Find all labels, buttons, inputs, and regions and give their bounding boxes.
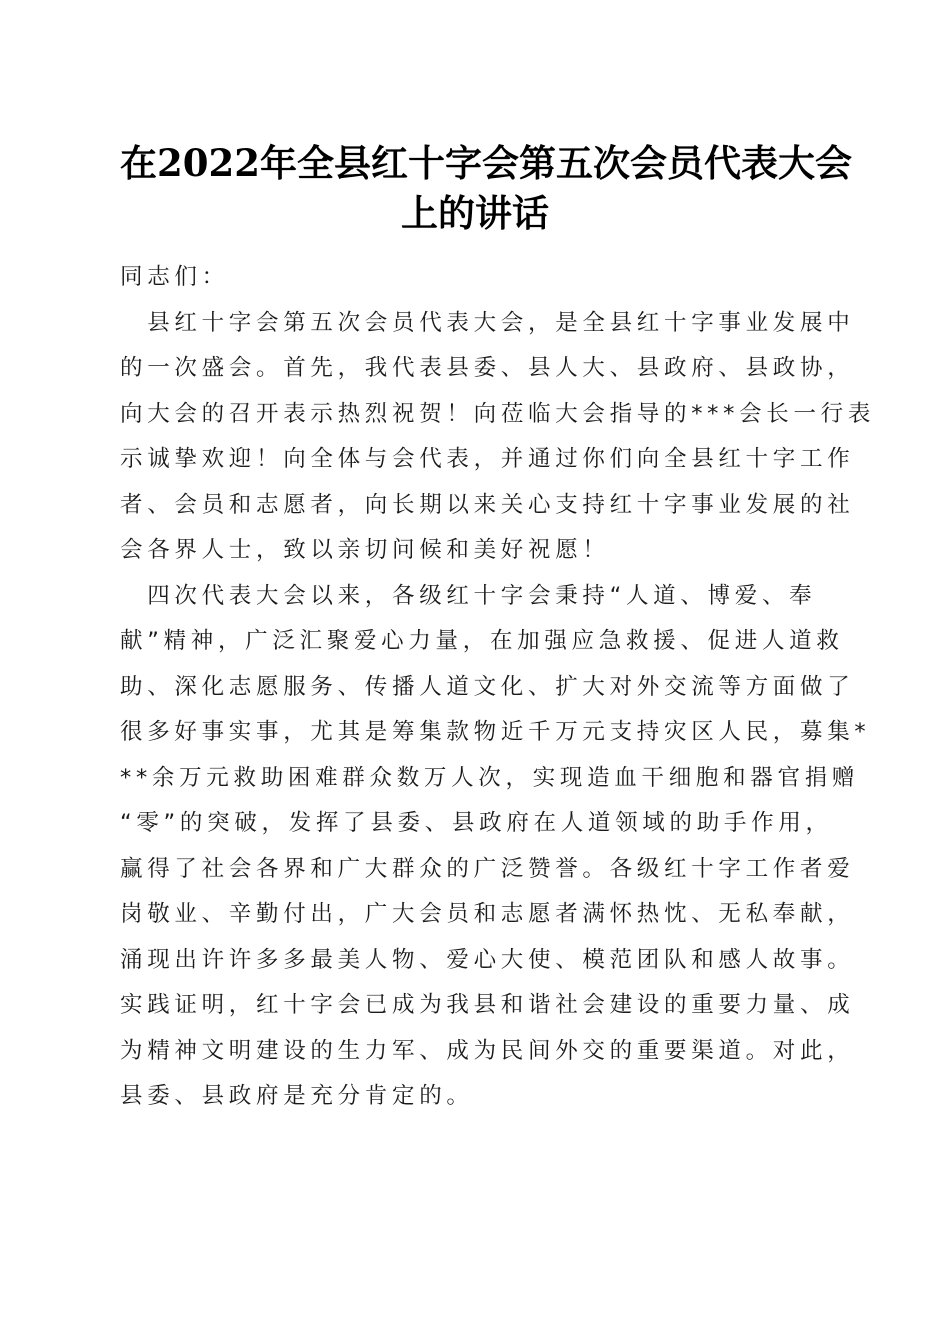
text-line: **余万元救助困难群众数万人次，实现造血干细胞和器官捐赠	[120, 764, 860, 791]
text-line: 四次代表大会以来，各级红十字会秉持“人道、博爱、奉	[120, 582, 817, 609]
text-line: 示诚挚欢迎！向全体与会代表，并通过你们向全县红十字工作	[120, 446, 855, 472]
document-title	[120, 138, 852, 238]
text-line: 赢得了社会各界和广大群众的广泛赞誉。各级红十字工作者爱	[120, 855, 855, 882]
title-line: 上的讲话	[401, 191, 549, 235]
title-line: 在2022年全县红十字会第五次会员代表大会	[120, 141, 852, 185]
paragraph-1	[120, 301, 876, 574]
text-line: 的一次盛会。首先，我代表县委、县人大、县政府、县政协，	[120, 355, 855, 381]
text-line: 向大会的召开表示热烈祝贺！向莅临大会指导的***会长一行表	[120, 400, 876, 427]
text-line: 献”精神，广泛汇聚爱心力量，在加强应急救援、促进人道救	[120, 628, 844, 654]
text-line: 岗敬业、辛勤付出，广大会员和志愿者满怀热忱、无私奉献，	[120, 901, 855, 927]
document-body	[120, 255, 876, 1120]
text-line: 很多好事实事，尤其是筹集款物近千万元支持灾区人民，募集*	[120, 719, 871, 745]
text-line: 为精神文明建设的生力军、成为民间外交的重要渠道。对此，	[120, 1037, 855, 1064]
text-line: “零”的突破，发挥了县委、县政府在人道领域的助手作用，	[120, 810, 833, 836]
text-line: 实践证明，红十字会已成为我县和谐社会建设的重要力量、成	[120, 992, 855, 1018]
text-line: 助、深化志愿服务、传播人道文化、扩大对外交流等方面做了	[120, 673, 855, 700]
text-line: 涌现出许许多多最美人物、爱心大使、模范团队和感人故事。	[120, 946, 855, 973]
text-line: 县红十字会第五次会员代表大会，是全县红十字事业发展中	[120, 309, 855, 336]
paragraph-2	[120, 574, 871, 1120]
text-line: 者、会员和志愿者，向长期以来关心支持红十字事业发展的社	[120, 491, 855, 518]
salutation: 同志们：	[120, 264, 229, 290]
text-line: 会各界人士，致以亲切问候和美好祝愿！	[120, 537, 610, 563]
text-line: 县委、县政府是充分肯定的。	[120, 1083, 474, 1109]
